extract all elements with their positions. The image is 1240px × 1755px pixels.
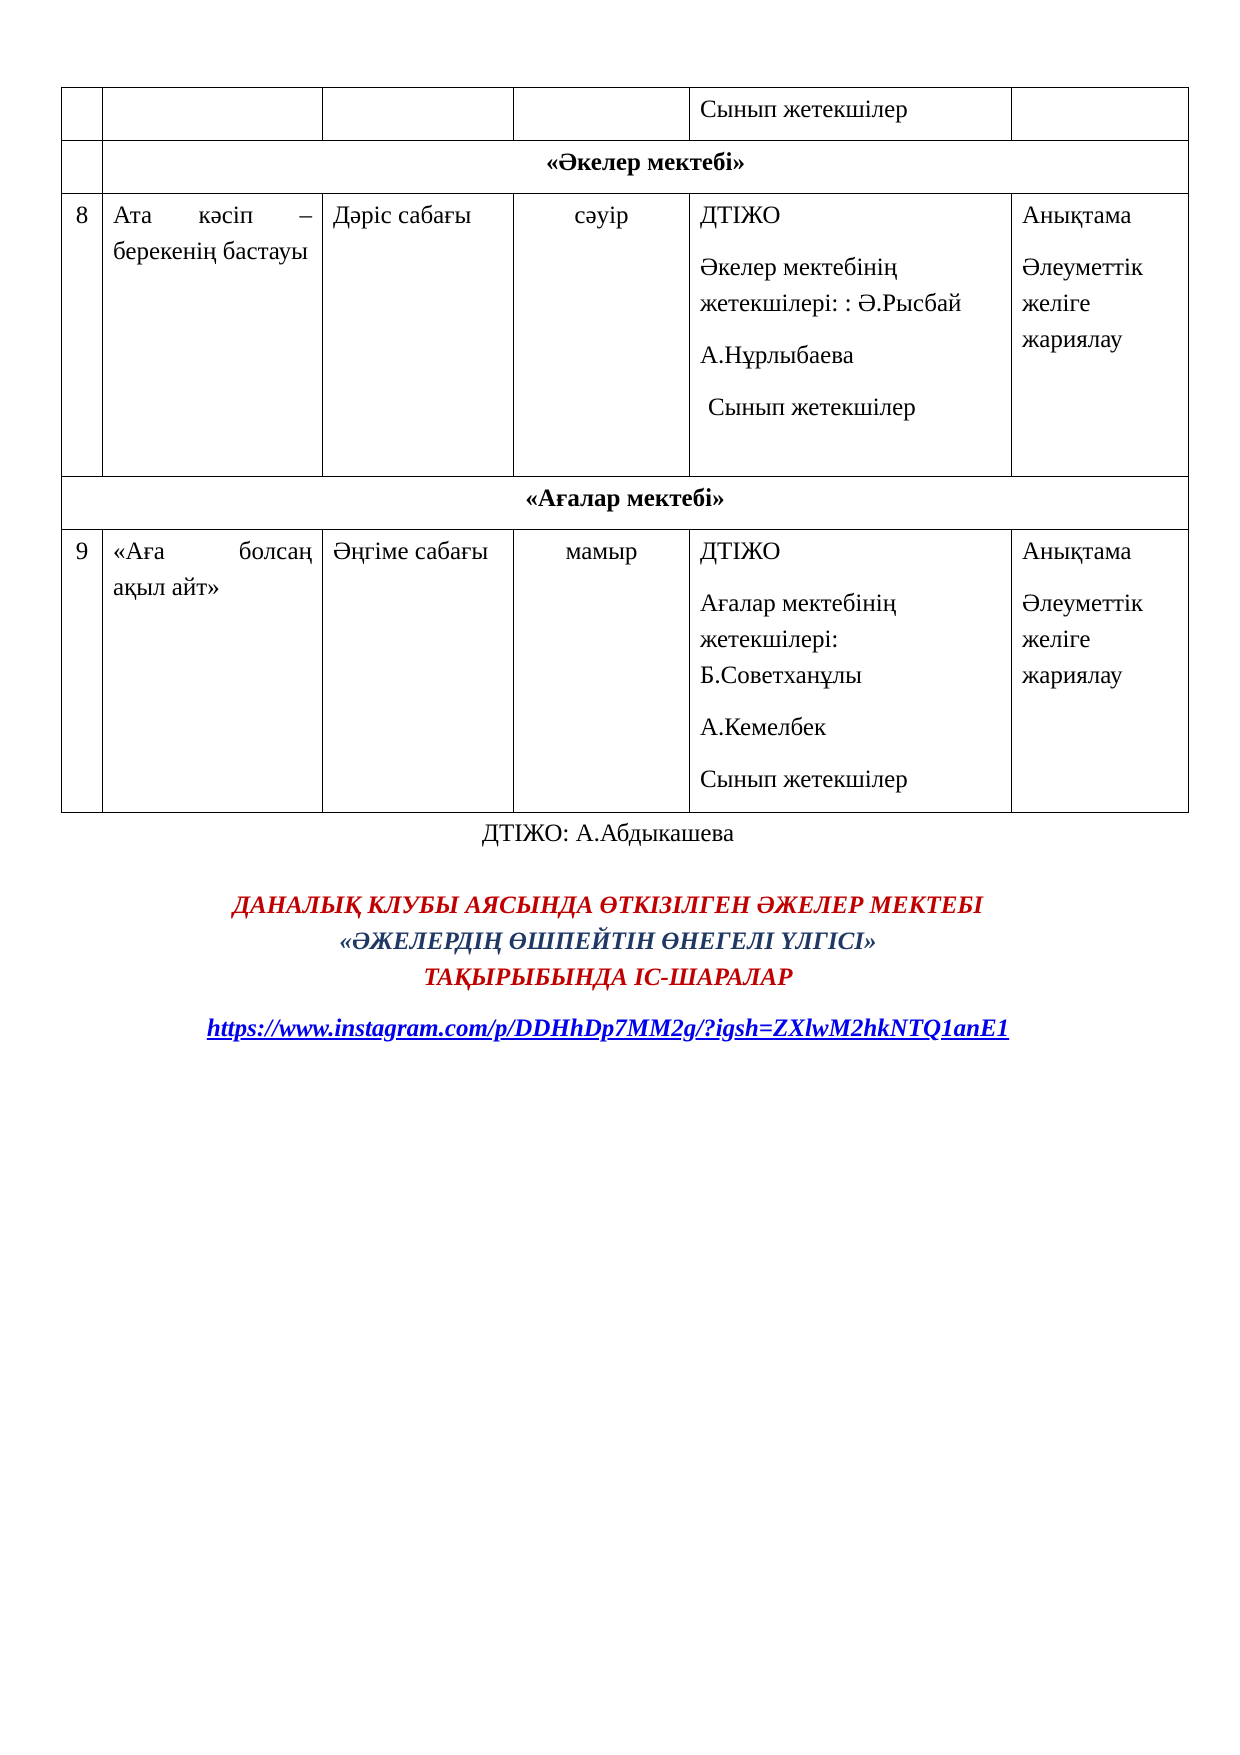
events-table — [61, 87, 1189, 813]
event-heading — [0, 888, 1216, 996]
responsible-line: А.Кемелбек — [700, 714, 827, 741]
row-number: 8 — [62, 194, 103, 477]
cell-num — [62, 141, 103, 194]
cell-result — [1012, 194, 1189, 477]
responsible-line: Әкелер мектебінің жетекшілері: : Ә.Рысбай — [700, 254, 962, 317]
cell-month: мамыр — [514, 530, 690, 813]
cell-num — [62, 88, 103, 141]
responsible-line: Ағалар мектебінің жетекшілері: Б.Советханұлы — [700, 590, 897, 689]
heading-line-2: «ӘЖЕЛЕРДІҢ ӨШПЕЙТІН ӨНЕГЕЛІ ҮЛГІСІ» — [339, 928, 877, 955]
cell-result — [1012, 88, 1189, 141]
section-row — [62, 477, 1189, 530]
event-title-line: «Аға болсаң — [113, 538, 312, 565]
result-line: Әлеуметтік желіге жариялау — [1022, 590, 1144, 689]
cell-form — [323, 88, 514, 141]
result-line: Анықтама — [1022, 538, 1132, 565]
cell-title — [103, 88, 323, 141]
responsible-line: Сынып жетекшілер — [700, 766, 908, 793]
section-row — [62, 141, 1189, 194]
row-number: 9 — [62, 530, 103, 813]
author-signature: ДТІЖО: А.Абдыкашева — [481, 820, 735, 847]
cell-month: сәуір — [514, 194, 690, 477]
event-title-line: Ата кәсіп – — [113, 202, 312, 229]
result-line: Әлеуметтік желіге жариялау — [1022, 254, 1144, 353]
heading-line-3: ТАҚЫРЫБЫНДА ІС-ШАРАЛАР — [423, 964, 793, 991]
heading-line-1: ДАНАЛЫҚ КЛУБЫ АЯСЫНДА ӨТКІЗІЛГЕН ӘЖЕЛЕР МЕКТЕБІ — [232, 892, 984, 919]
table-row — [62, 530, 1189, 813]
cell-responsible — [690, 88, 1012, 141]
table-row — [62, 88, 1189, 141]
result-line: Анықтама — [1022, 202, 1132, 229]
cell-title — [103, 530, 323, 813]
cell-month — [514, 88, 690, 141]
event-title-rest: берекенің бастауы — [113, 238, 308, 265]
instagram-link-wrap — [0, 1012, 1216, 1046]
cell-form: Дәріс сабағы — [323, 194, 514, 477]
responsible-line: ДТІЖО — [700, 538, 781, 565]
responsible-text: Сынып жетекшілер — [700, 96, 908, 123]
section-title-brothers: «Ағалар мектебі» — [62, 477, 1189, 530]
cell-result — [1012, 530, 1189, 813]
table-row — [62, 194, 1189, 477]
responsible-line: ДТІЖО — [700, 202, 781, 229]
event-title-rest: ақыл айт» — [113, 574, 220, 601]
section-title-mothers: «Әкелер мектебі» — [103, 141, 1189, 194]
instagram-link[interactable]: https://www.instagram.com/p/DDHhDp7MM2g/?igsh=ZXlwM2hkNTQ1anE1 — [206, 1015, 1010, 1042]
cell-responsible — [690, 194, 1012, 477]
cell-title — [103, 194, 323, 477]
cell-responsible — [690, 530, 1012, 813]
cell-form: Әңгіме сабағы — [323, 530, 514, 813]
responsible-line: Сынып жетекшілер — [708, 394, 916, 421]
responsible-line: А.Нұрлыбаева — [700, 342, 854, 369]
